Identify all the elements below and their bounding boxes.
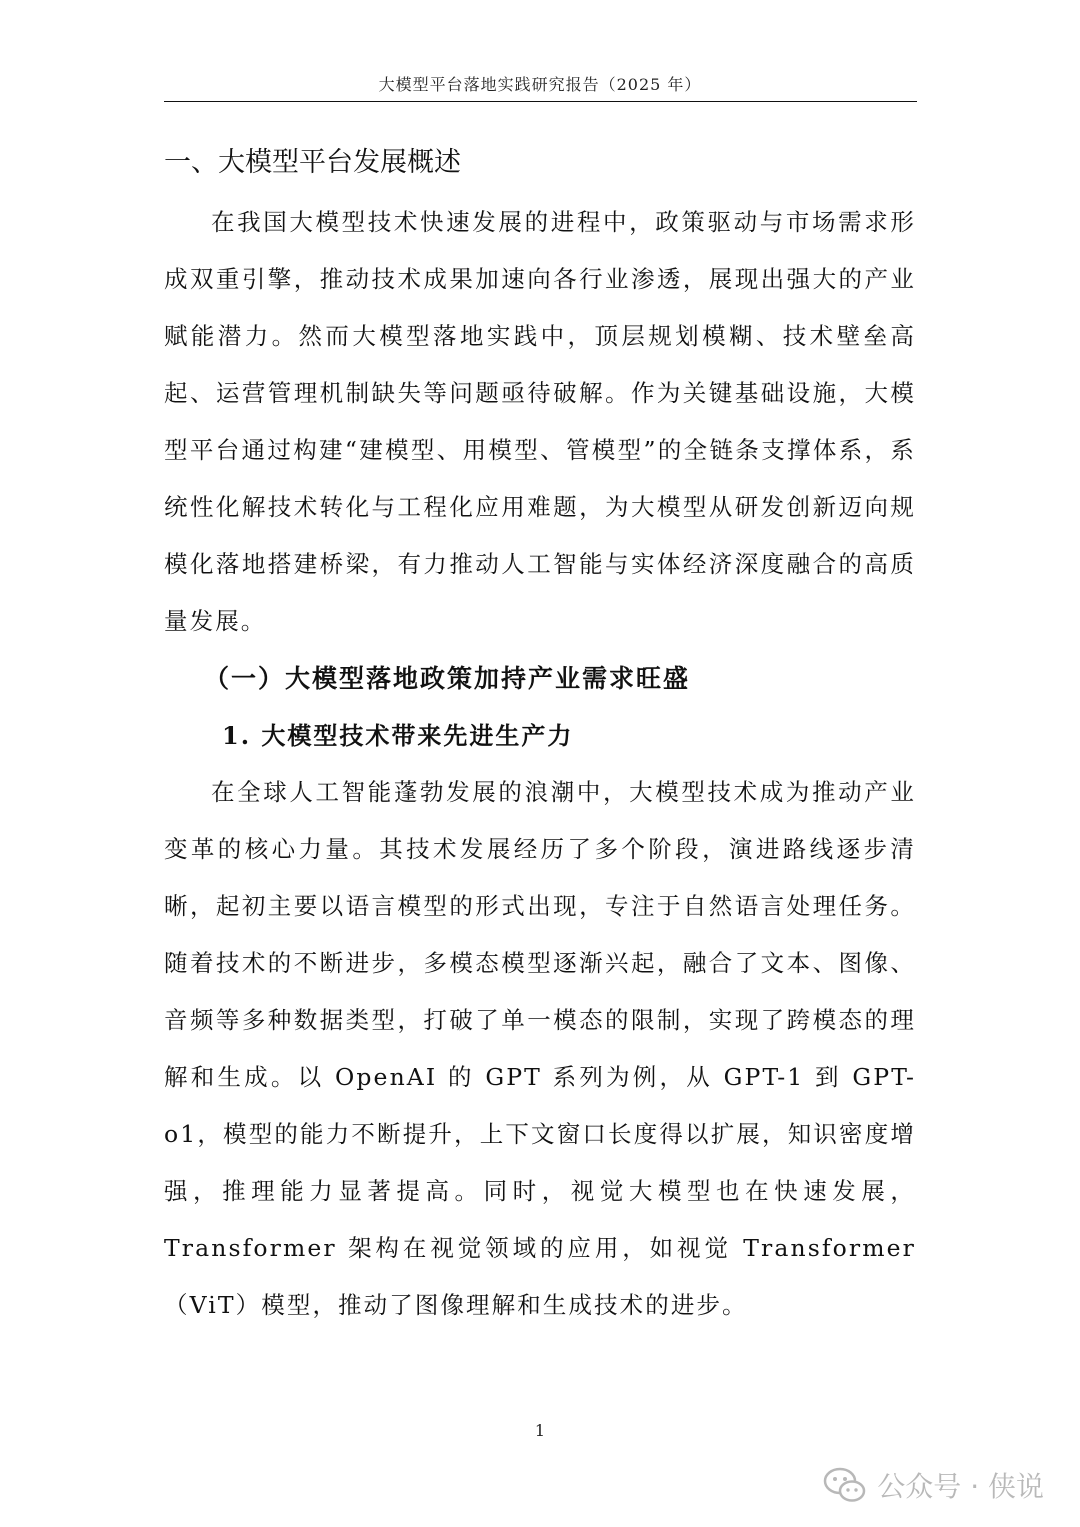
running-header: 大模型平台落地实践研究报告（2025 年） — [378, 75, 702, 94]
intro-paragraph: 在我国大模型技术快速发展的进程中，政策驱动与市场需求形成双重引擎，推动技术成果加速向各行业渗透，展现出强大的产业赋能潜力。然而大模型落地实践中，顶层规划模糊、技术壁垒高起、运营管理机制缺失等问题亟待破解。作为关键基础设施，大模型平台通过构建“建模型、用模型、管模型”的全链条支撑体系，系统性化解技术转化与工程化应用难题，为大模型从研发创新迈向规模化落地搭建桥梁，有力推动人工智能与实体经济深度融合的高质量发展。 — [164, 208, 916, 635]
subsubsection-heading: 1. 大模型技术带来先进生产力 — [222, 721, 574, 750]
subsection-heading: （一）大模型落地政策加持产业需求旺盛 — [204, 664, 691, 693]
watermark-text: 公众号 · 侠说 — [877, 1470, 1044, 1503]
wechat-icon — [823, 1466, 867, 1504]
watermark — [823, 1462, 1044, 1508]
header-rule — [164, 101, 917, 102]
section-heading: 一、大模型平台发展概述 — [164, 147, 461, 178]
body-paragraph: 在全球人工智能蓬勃发展的浪潮中，大模型技术成为推动产业变革的核心力量。其技术发展经历了多个阶段，演进路线逐步清晰，起初主要以语言模型的形式出现，专注于自然语言处理任务。随着技术的不断进步，多模态模型逐渐兴起，融合了文本、图像、音频等多种数据类型，打破了单一模态的限制，实现了跨模态的理解和生成。以 OpenAI 的 GPT 系列为例，从 GPT-1 到 GPT-o1，模型的能力不断提升，上下文窗口长度得以扩展，知识密度增强，推理能力显著提高。同时，视觉大模型也在快速发展，Transformer 架构在视觉领域的应用，如视觉 Transformer（ViT）模型，推动了图像理解和生成技术的进步。 — [164, 778, 916, 1319]
page-number: 1 — [534, 1421, 546, 1440]
page-content — [164, 138, 916, 1334]
